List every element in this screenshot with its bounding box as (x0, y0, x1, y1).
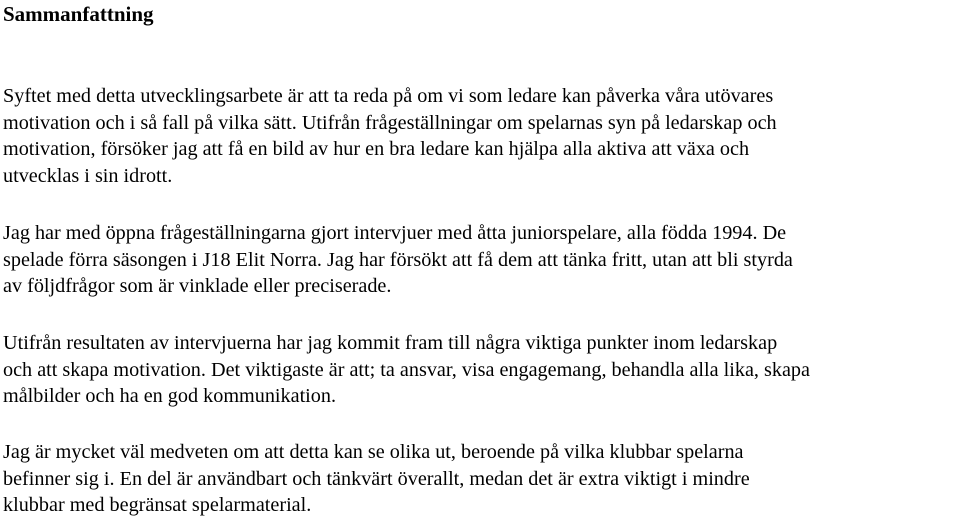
text-line: och att skapa motivation. Det viktigaste är att; ta ansvar, visa engagemang, behandla alla lika, skapa (3, 358, 810, 381)
text-line: Jag har med öppna frågeställningarna gjort intervjuer med åtta juniorspelare, alla födda 1994. De (3, 222, 787, 244)
summary-paragraph-method (3, 220, 793, 300)
text-line: Utifrån resultaten av intervjuerna har jag kommit fram till några viktiga punkter inom ledarskap (3, 332, 778, 354)
text-line: utvecklas i sin idrott. (3, 164, 173, 187)
text-line: befinner sig i. En del är användbart och tänkvärt överallt, medan det är extra viktigt i mindre (3, 467, 750, 490)
text-line: motivation, försöker jag att få en bild av hur en bra ledare kan hjälpa alla aktiva att växa och (3, 138, 750, 160)
text-line: Jag är mycket väl medveten om att detta kan se olika ut, beroende på vilka klubbar spelarna (3, 441, 744, 463)
text-line: av följdfrågor som är vinklade eller preciserade. (3, 275, 392, 297)
text-line: klubbar med begränsat spelarmaterial. (3, 494, 312, 516)
text-line: Syftet med detta utvecklingsarbete är att ta reda på om vi som ledare kan påverka våra utövares (3, 85, 774, 107)
text-line: spelade förra säsongen i J18 Elit Norra. Jag har försökt att få dem att tänka fritt, utan att bli styrda (3, 248, 793, 271)
summary-paragraph-results (3, 330, 810, 410)
summary-paragraph-reflection (3, 439, 750, 519)
summary-paragraph-purpose (3, 83, 777, 189)
section-heading: Sammanfattning (3, 2, 154, 26)
text-line: motivation och i så fall på vilka sätt. Utifrån frågeställningar om spelarnas syn på ledarskap och (3, 111, 777, 134)
text-line: målbilder och ha en god kommunikation. (3, 385, 337, 407)
